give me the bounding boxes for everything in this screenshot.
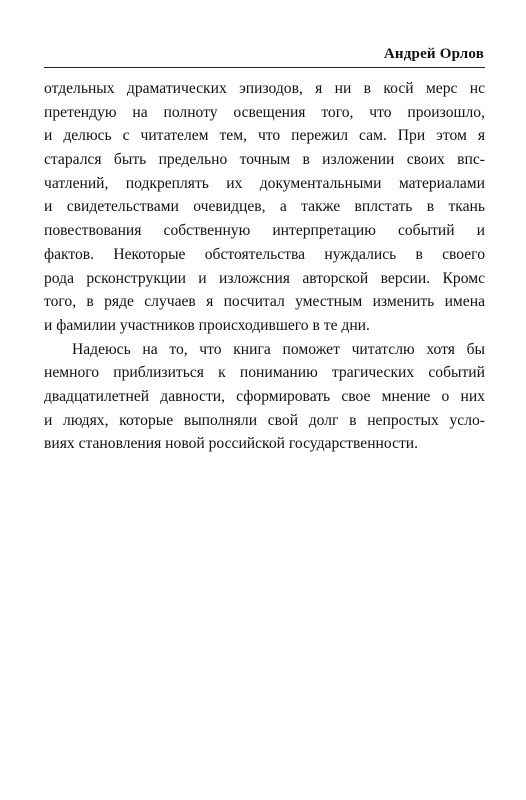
text-line: и свидетельствами очевидцев, а также вплстать в ткань [44, 198, 485, 216]
text-line: двадцатилетней давности, сформировать свое мнение о них [44, 387, 485, 405]
text-line: повествования собственную интерпретацию событий и [44, 222, 485, 240]
text-line: и людях, которые выполняли свой долг в непростых усло- [44, 411, 485, 429]
text-line: немного приблизиться к пониманию трагических событий [44, 364, 485, 382]
text-line: чатлений, подкреплять их документальными материалами [44, 174, 485, 192]
body-text [44, 77, 485, 456]
text-line: виях становления новой российской государственности. [44, 435, 419, 453]
text-line: отдельных драматических эпизодов, я ни в косй мерс нс [44, 80, 485, 97]
text-line: претендую на полноту освещения того, что произошло, [44, 103, 485, 121]
text-line: рода рсконструкции и изложсния авторской версии. Кромс [44, 269, 485, 287]
running-head: Андрей Орлов [383, 46, 484, 62]
paragraph-2 [44, 338, 485, 456]
text-line: старался быть предельно точным в изложении своих впс- [44, 151, 485, 169]
paragraph-1 [44, 77, 485, 338]
text-line: того, в ряде случаев я посчитал уместным изменить имена [44, 293, 485, 311]
text-line: Надеюсь на то, что книга поможет читатслю хотя бы [72, 340, 485, 358]
text-line: и делюсь с читателем тем, что пережил сам. При этом я [44, 127, 485, 145]
text-line: и фамилии участников происходившего в те дни. [44, 316, 370, 334]
text-line: фактов. Некоторые обстоятельства нуждались в своего [44, 245, 485, 263]
header-rule [44, 67, 485, 68]
